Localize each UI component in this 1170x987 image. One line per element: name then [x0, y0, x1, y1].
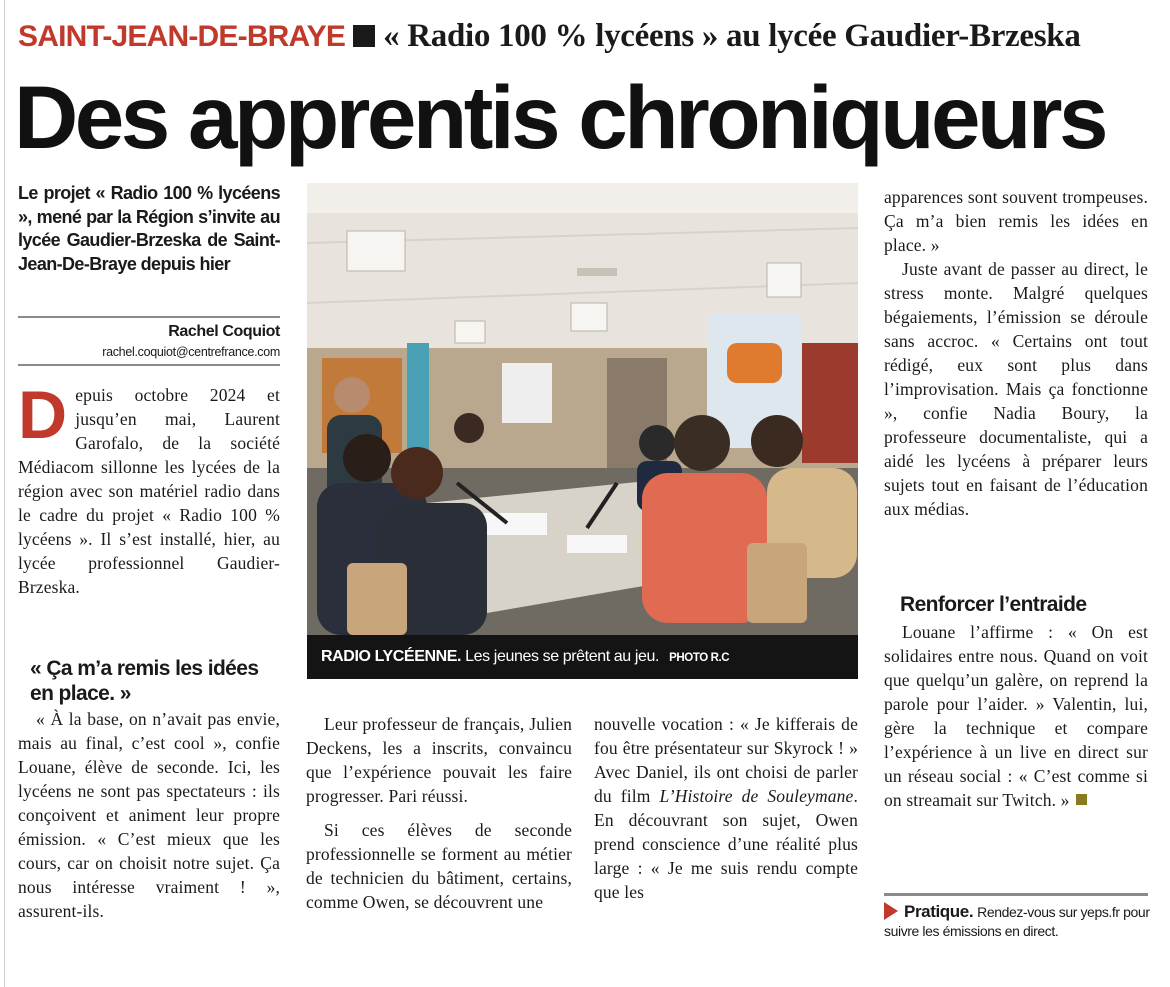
intertitle-quote: « Ça m’a remis les idées en place. » [30, 657, 259, 705]
arrow-right-icon [884, 902, 898, 920]
film-title: L’Histoire de Souleymane [659, 786, 854, 806]
caption-text: Les jeunes se prêtent au jeu. [465, 648, 660, 665]
lead-text: epuis octobre 2024 et jusqu’en mai, Laurent Garofalo, de la société Médiacom sillonne les lycées de la région avec son matériel radio dans le cadre du projet « Radio 100 % lycéens ». Il s’est installé, hier, au lycée professionnel Gaudier-Brzeska. [18, 385, 280, 597]
byline-rule-bottom [18, 364, 280, 366]
pratique-text: Rendez-vous sur yeps.fr pour suivre les émissions en direct. [884, 904, 1150, 939]
byline-rule-top [18, 316, 280, 318]
kicker-subject: « Radio 100 % lycéens » au lycée Gaudier-Brzeska [383, 18, 1081, 54]
intertitle-section: Renforcer l’entraide [900, 593, 1087, 616]
paragraph: Juste avant de passer au direct, le stress monte. Malgré quelques bégaiements, l’émission se déroule sans accroc. « Certains ont tout rédigé, eux sont plus dans l’improvisation. Mais ça fonctionne », confie Nadia Boury, la professeure documentaliste, qui a aidé les lycéens à préparer leurs sujets tout en faisant de l’éducation aux médias. [884, 259, 1148, 519]
paragraph [884, 620, 1148, 812]
photo-credit: PHOTO R.C [669, 652, 730, 664]
column-1-body [18, 707, 280, 923]
pratique-title: Pratique. [904, 902, 974, 921]
paragraph: Si ces élèves de seconde professionnelle se forment au métier de technicien du bâtiment, certains, comme Owen, se découvrent une [306, 820, 572, 912]
radio-studio-photo [307, 183, 858, 635]
paragraph: apparences sont souvent trompeuses. Ça m’a bien remis les idées en place. » [884, 187, 1148, 255]
drop-cap: D [18, 377, 68, 453]
column-3-body [594, 712, 858, 904]
kicker-location: SAINT-JEAN-DE-BRAYE [18, 20, 346, 53]
headline: Des apprentis chroniqueurs [14, 67, 1105, 167]
end-of-article-icon [1076, 794, 1087, 805]
text-segment: nouvelle vocation : « Je kifferais de fou être présentateur sur Skyrock ! » Avec Daniel, ils ont choisi de parler du film [594, 714, 858, 806]
lead-paragraph [18, 377, 280, 599]
text-segment: Louane l’affirme : « On est solidaires entre nous. Quand on voit que quelqu’un galère, on reprend la parole pour l’aider. » Valentin, lui, gère la technique et compare l’expérience à un live en direct sur un réseau social : « C’est comme si on streamait sur Twitch. » [884, 622, 1148, 810]
article-photo [307, 183, 858, 635]
kicker-square-icon [353, 25, 375, 47]
byline-author: Rachel Coquiot [168, 323, 280, 340]
paragraph [594, 712, 858, 904]
paragraph: « À la base, on n’avait pas envie, mais au final, c’est cool », confie Louane, élève de seconde. Ici, les lycéens ne sont pas spectateurs : ils conçoivent et animent leur propre émission. « C’est mieux que les cours, car on choisit notre sujet. Ça nous intéresse vraiment ! », assurent-ils. [18, 709, 280, 921]
pratique-box [884, 902, 1150, 941]
caption-label: RADIO LYCÉENNE. [321, 648, 462, 665]
pratique-rule [884, 893, 1148, 896]
photo-caption [307, 635, 858, 679]
column-4-body-end [884, 620, 1148, 812]
paragraph: Leur professeur de français, Julien Deckens, les a inscrits, convaincu que l’expérience pouvait les faire progresser. Pari réussi. [306, 714, 572, 806]
standfirst: Le projet « Radio 100 % lycéens », mené par la Région s’invite au lycée Gaudier-Brzeska de Saint-Jean-De-Braye depuis hier [18, 183, 280, 274]
kicker [18, 16, 1081, 57]
text-segment: . En découvrant son sujet, Owen prend conscience d’une réalité plus large : « Je me suis rendu compte que les [594, 786, 858, 902]
column-2-body [306, 712, 572, 914]
column-4-body [884, 185, 1148, 521]
page-margin-rule [4, 0, 5, 987]
byline-email: rachel.coquiot@centrefrance.com [102, 345, 280, 359]
